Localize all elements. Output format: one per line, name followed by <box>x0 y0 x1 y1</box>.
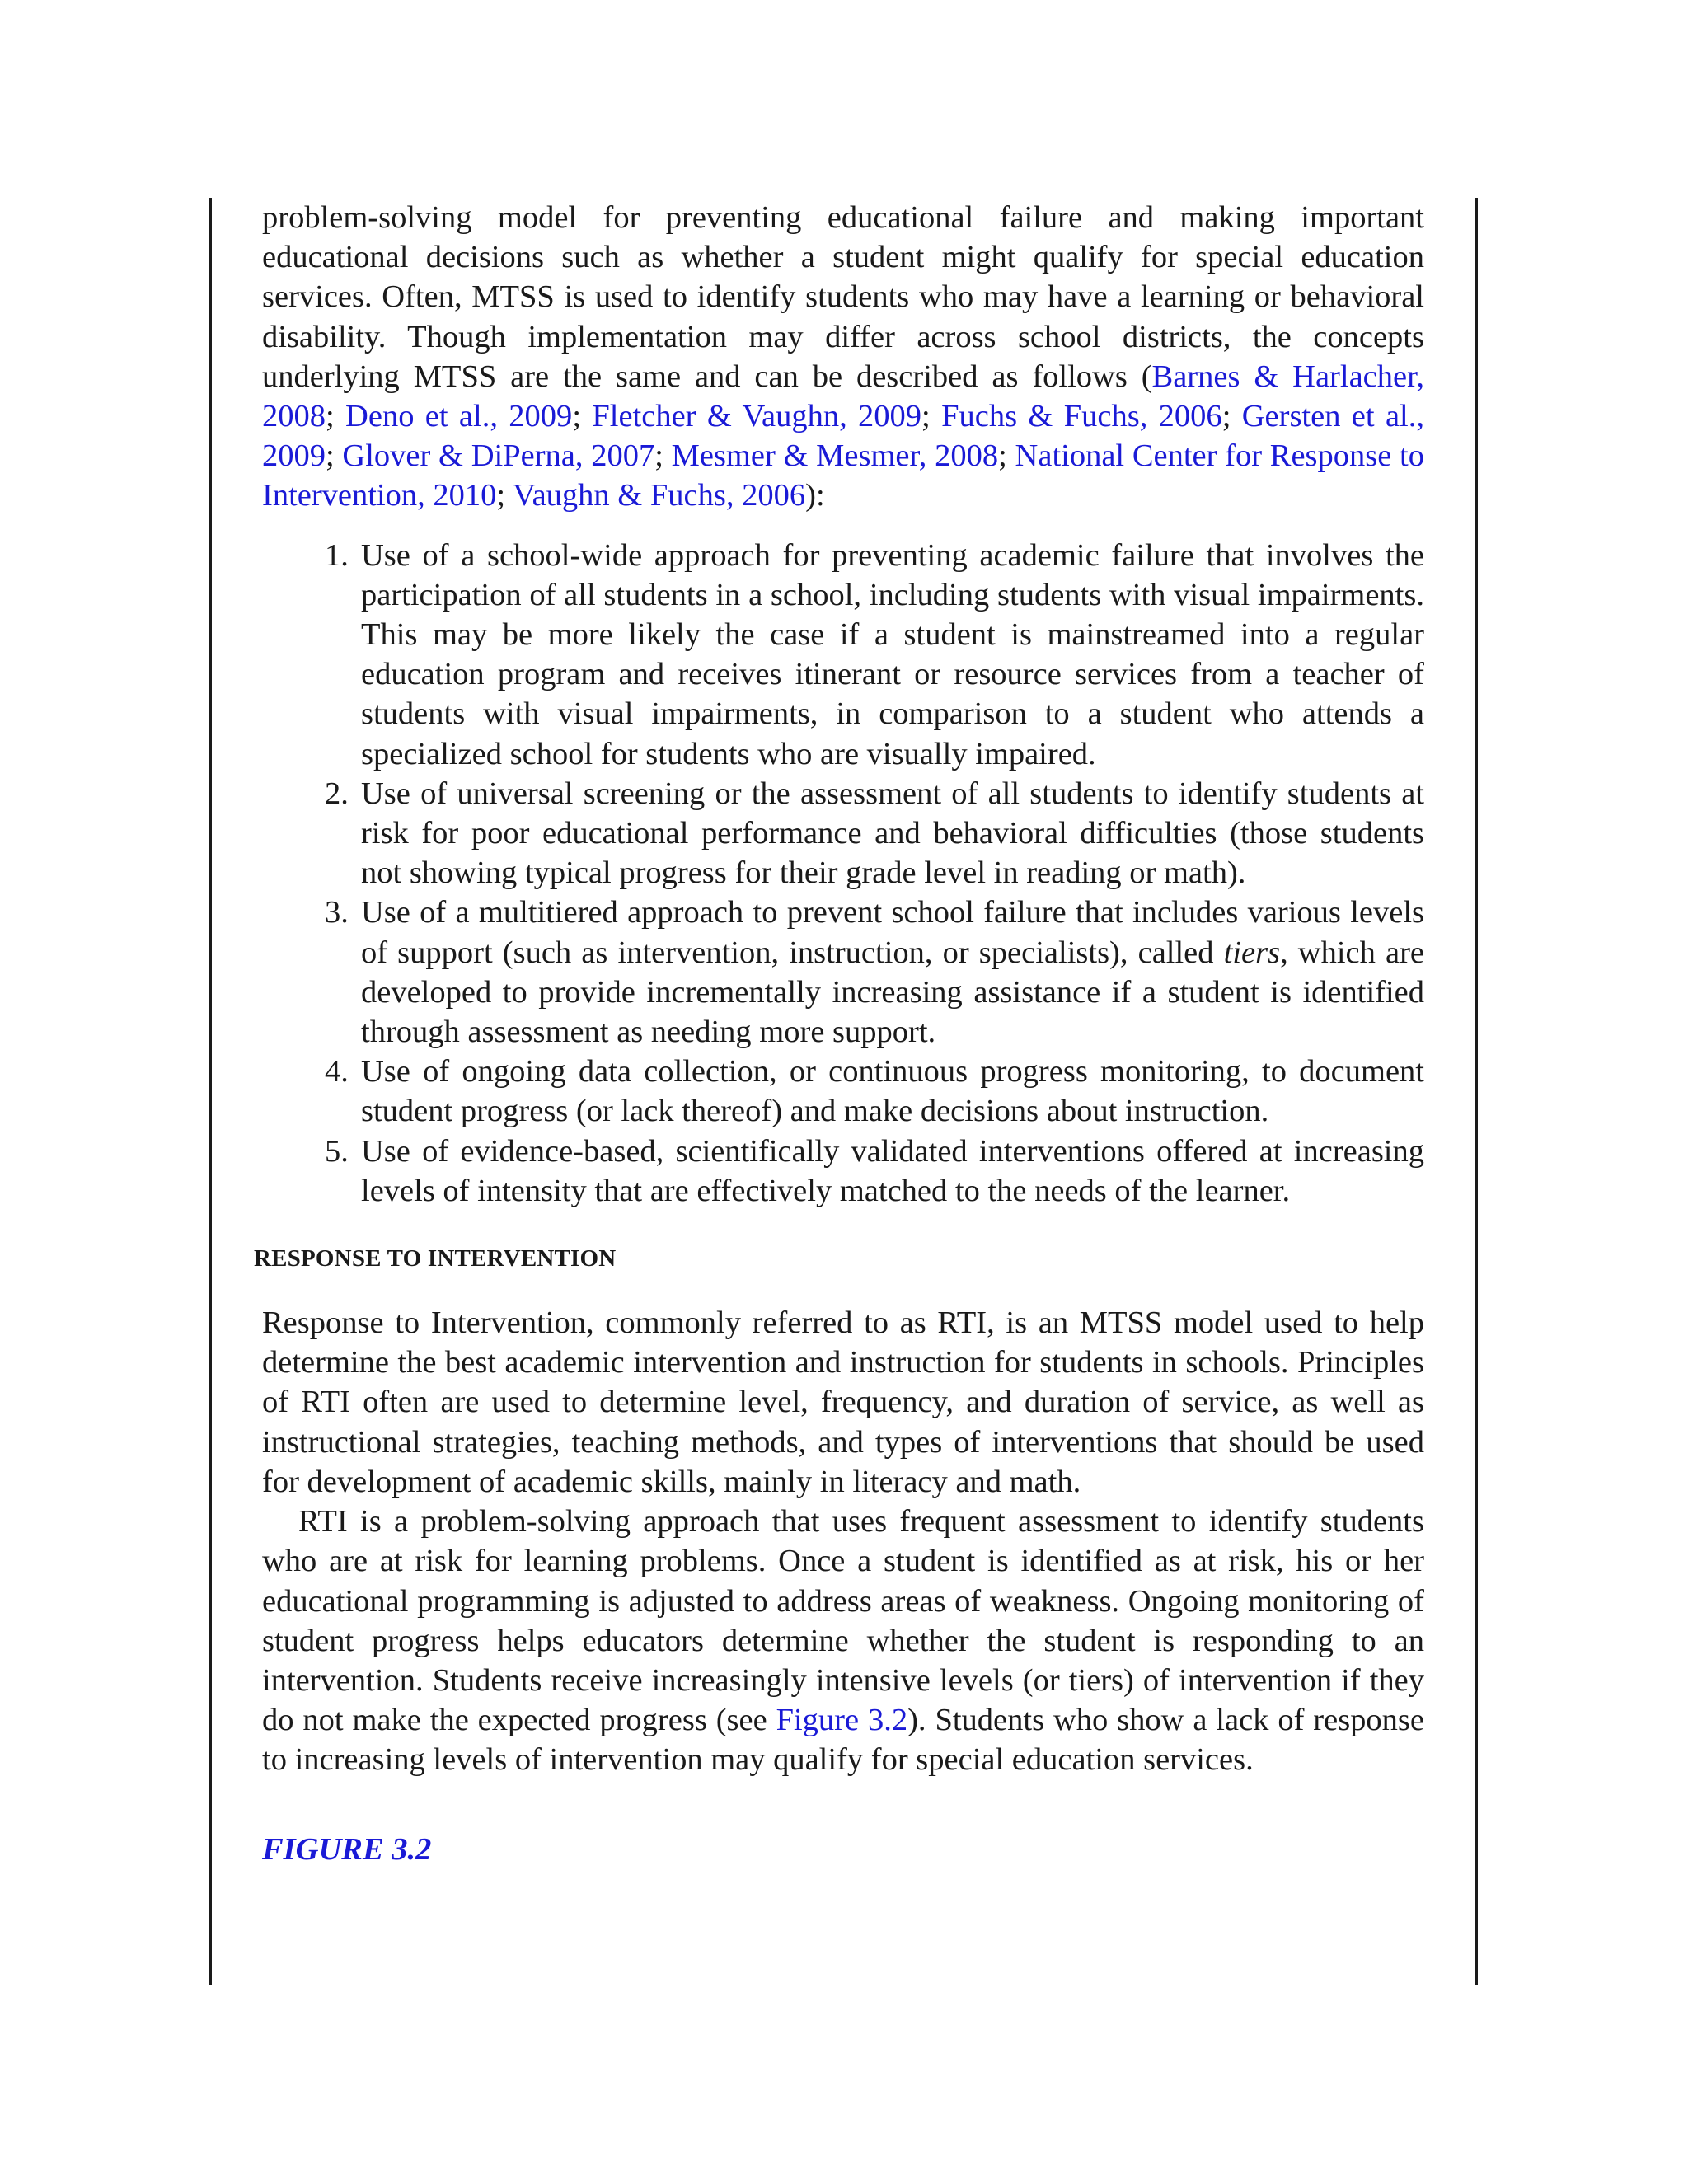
list-item-text: Use of universal screening or the assessment of all students to identify students at risk for poor educational performance and behavioral difficulties (those students not showing typical progress for their grade level in reading or math). <box>361 776 1424 891</box>
list-item-text: Use of a school-wide approach for preventing academic failure that involves the participation of all students in a school, including students with visual impairments. This may be more likely the case if a student is mainstreamed into a regular education program and receives itinerant or resource services from a teacher of students with visual impairments, in comparison to a student who attends a specialized school for students who are visually impaired. <box>361 537 1424 771</box>
paragraph-text: RTI is a problem-solving approach that uses frequent assessment to identify students who are at risk for learning problems. Once a student is identified as at risk, his or her educational programming is adjusted to address areas of weakness. Ongoing monitoring of student progress helps educators determine whether the student is responding to an intervention. Students receive increasingly intensive levels (or tiers) of intervention if they do not make the expected progress (see <box>262 1504 1424 1738</box>
citation-link-8[interactable]: National Center for Response to Intervention, 2010 <box>262 438 1425 513</box>
page-content <box>254 198 1425 1869</box>
mtss-concepts-list <box>262 536 1424 1211</box>
emphasis-tiers: tiers <box>1223 935 1281 970</box>
citation-link-6[interactable]: Glover & DiPerna, 2007 <box>342 438 655 474</box>
list-item-text: Use of a multitiered approach to prevent school failure that includes various levels of support (such as intervention, instruction, or specialists), called <box>361 895 1424 970</box>
citation-link-2[interactable]: Deno et al., 2009 <box>345 399 573 434</box>
list-item <box>262 536 1424 774</box>
list-item-text: , which are developed to provide incrementally increasing assistance if a student is identified through assessment as needing more support. <box>361 935 1424 1050</box>
right-margin-rule <box>1475 198 1478 1985</box>
rti-paragraph-1: Response to Intervention, commonly referred to as RTI, is an MTSS model used to help determine the best academic intervention and instruction for students in schools. Principles of RTI often are used to determine level, frequency, and duration of service, as well as instructional strategies, teaching methods, and types of interventions that should be used for development of academic skills, mainly in literacy and math. <box>262 1305 1424 1499</box>
list-item-text: Use of evidence-based, scientifically validated interventions offered at increasing levels of intensity that are effectively matched to the needs of the learner. <box>361 1133 1424 1208</box>
list-item <box>262 1052 1424 1131</box>
paragraph-text: ). Students who show a lack of response to increasing levels of intervention may qualify for special education services. <box>262 1703 1424 1778</box>
rti-paragraph-2 <box>262 1502 1424 1779</box>
list-item-number: 5. <box>325 1133 349 1169</box>
left-margin-rule <box>209 198 212 1985</box>
list-item-text: Use of ongoing data collection, or continuous progress monitoring, to document student progress (or lack thereof) and make decisions about instruction. <box>361 1054 1424 1129</box>
intro-text: problem-solving model for preventing educational failure and making important educational decisions such as whether a student might qualify for special education services. Often, MTSS is used to identify students who may have a learning or behavioral disability. Though implementation may differ across school districts, the concepts underlying MTSS are the same and can be described as follows ( <box>262 200 1424 394</box>
list-item-number: 3. <box>325 895 349 930</box>
citation-link-3[interactable]: Fletcher & Vaughn, 2009 <box>592 399 922 434</box>
figure-reference-link[interactable]: Figure 3.2 <box>776 1703 908 1738</box>
citation-link-9[interactable]: Vaughn & Fuchs, 2006 <box>513 478 806 513</box>
list-item-number: 1. <box>325 537 349 573</box>
list-item <box>262 774 1424 893</box>
list-item <box>262 893 1424 1052</box>
citation-link-7[interactable]: Mesmer & Mesmer, 2008 <box>671 438 999 474</box>
citation-link-5[interactable]: Gersten et al., 2009 <box>262 399 1424 474</box>
list-item-number: 2. <box>325 776 349 811</box>
list-item <box>262 1132 1424 1211</box>
citation-link-1[interactable]: Barnes & Harlacher, 2008 <box>262 359 1424 434</box>
citation-link-4[interactable]: Fuchs & Fuchs, 2006 <box>941 399 1222 434</box>
figure-label[interactable]: FIGURE 3.2 <box>262 1831 432 1867</box>
section-heading: RESPONSE TO INTERVENTION <box>254 1245 617 1272</box>
list-item-number: 4. <box>325 1054 349 1090</box>
intro-paragraph: problem-solving model for preventing educational failure and making important educational decisions such as whether a student might qualify for special education services. Often, MTSS is used to identify students who may have a learning or behavioral disability. Though implementation may differ across school districts, the concepts underlying MTSS are the same and can be described as follows (Barnes & Harlacher, 2008; Deno et al., 2009; Fletcher & Vaughn, 2009; Fuchs & Fuchs, 2006; Gersten et al., 2009; Glover & DiPerna, 2007; Mesmer & Mesmer, 2008; National Center for Response to Intervention, 2010; Vaughn & Fuchs, 2006): <box>262 200 1425 513</box>
